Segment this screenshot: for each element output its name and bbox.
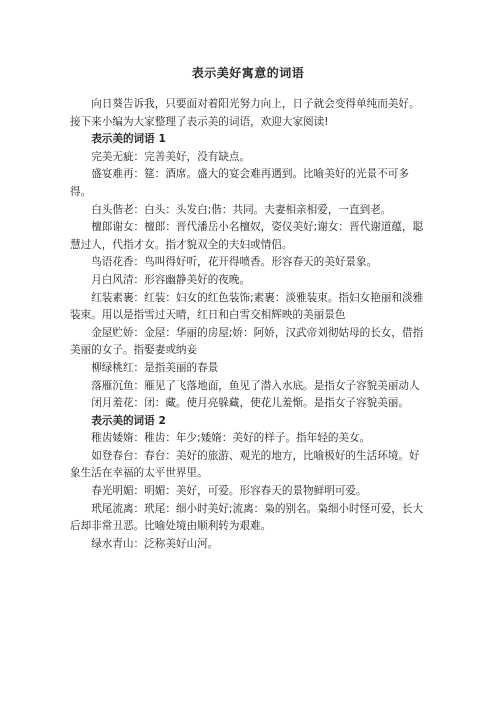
paragraph: 盛宴难再：筵：酒席。盛大的宴会难再遇到。比喻美好的光景不可多得。	[70, 168, 409, 198]
document-title: 表示美好寓意的词语	[191, 66, 305, 80]
paragraph: 金屋贮娇：金屋：华丽的房屋;娇：阿娇，汉武帝刘彻姑母的长女，借指美丽的女子。指娶妻或纳妾	[70, 326, 424, 357]
paragraph: 闭月羞花：闭：藏。使月亮躲藏，使花儿羞惭。是指女子容貌美丽。	[91, 397, 409, 410]
paragraph: 春光明媚：明媚：美好，可爱。形容春天的景物鲜明可爱。	[91, 485, 367, 498]
paragraph: 向日葵告诉我，只要面对着阳光努力向上，日子就会变得单纯而美好。 接下来小编为大家整理了表示美的词语，欢迎大家阅读!	[70, 98, 420, 128]
paragraph: 稚齿婑媠：稚齿：年少;婑媠：美好的样子。指年轻的美女。	[91, 432, 371, 445]
paragraph: 檀郎谢女：檀郎：晋代潘岳小名檀奴，姿仪美好;谢女：晋代谢道蕴，聪慧过人，代指才女。指才貌双全的夫妇或情侣。	[70, 221, 424, 251]
section-heading: 表示美的词语 2	[91, 414, 166, 427]
paragraph: 完美无疵：完善美好，没有缺点。	[91, 150, 251, 163]
paragraph: 如登春台：春台：美好的旅游、观光的地方，比喻极好的生活环境。好象生活在幸福的太平世界里。	[70, 449, 420, 480]
paragraph: 柳绿桃红：是指美丽的春景	[91, 361, 219, 374]
paragraph: 月白风清：形容幽静美好的夜晚。	[91, 273, 251, 286]
paragraph: 红装素裹：红装：妇女的红色装饰;素裹：淡雅装束。指妇女艳丽和淡雅装束。用以是指雪过天晴，红日和白雪交相辉映的美丽景色	[70, 291, 424, 322]
paragraph: 玳尾流离：玳尾：细小时美好;流离：枭的别名。枭细小时怪可爱，长大后却非常丑恶。比喻处境由顺利转为艰难。	[70, 502, 424, 533]
paragraph: 落雁沉鱼：雁见了飞落地面，鱼见了潜入水底。是指女子容貌美丽动人	[91, 379, 420, 392]
document-body	[70, 96, 426, 553]
paragraph: 白头偕老：白头：头发白;偕：共同。夫妻相亲相爱，一直到老。	[91, 203, 392, 216]
section-heading: 表示美的词语 1	[91, 133, 166, 146]
paragraph: 鸟语花香：鸟叫得好听，花开得喷香。形容春天的美好景象。	[91, 256, 378, 269]
paragraph: 绿水青山：泛称美好山河。	[91, 537, 219, 550]
